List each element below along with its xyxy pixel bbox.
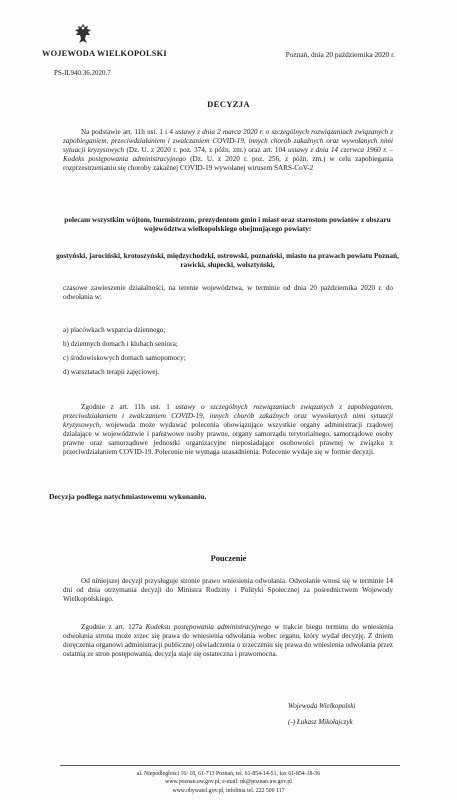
footer-web-2: www.obywatel.gov.pl, infolinia tel. 222 500 117 xyxy=(172,787,285,794)
districts-list: gostyński, jarociński, krotoszyński, międzychodzki, ostrowski, poznański, miasto na prawach powiatu Poznań, rawicki, słupecki, wolsztyński, xyxy=(56,251,399,270)
document-date: Poznań, dnia 20 października 2020 r. xyxy=(285,50,395,59)
signer-name: (-) Łukasz Mikołajczyk xyxy=(288,718,353,726)
order-paragraph: polecam wszystkim wójtom, burmistrzom, prezydentom gmin i miast oraz starostom powiatów z obszaru województwa wielkopolskiego obejmującego powiaty: xyxy=(64,215,391,234)
list-item: d) warsztatach terapii zajęciowej. xyxy=(63,368,160,377)
case-reference: PS-II.940.36.2020.7 xyxy=(54,69,111,77)
instruction-paragraph-2: Zgodnie z art. 127a Kodeksu postępowania administracyjnego w trakcie biegu terminu do wniesienia odwołania strona może zrzec się prawa do wniesienia odwołania wobec organu, który wydał decyzję. Z dniem doręczenia organowi administracji publicznej oświadczenia o zrzeczeniu się prawa do wniesienia odwołania przez ostatnią ze stron postępowania, decyzja staje się ostateczna i prawomocna. xyxy=(63,623,394,659)
instruction-title: Pouczenie xyxy=(210,554,247,563)
footer-divider xyxy=(60,765,400,766)
legal-basis-paragraph: Na podstawie art. 11h ust. 1 i 4 ustawy z dnia 2 marca 2020 r. o szczególnych rozwiązaniach związanych z zapobieganiem, przeciwdziałaniem i zwalczaniem COVID-19, innych chorób zakaźnych oraz wywołanych nimi sytuacji kryzysowych (Dz. U. z 2020 r. poz. 374, z późn. zm.) oraz art. 104 ustawy z dnia 14 czerwca 1960 r. – Kodeks postępowania administracyjnego (Dz. U. z 2020 r. poz. 256, z późn. zm.) w celu zapobiegania rozprzestrzenianiu się choroby zakaźnej COVID-19 wywołanej wirusem SARS-CoV-2 xyxy=(63,128,393,173)
footer-address: al. Niepodległości 16/ 18, 61-713 Poznań, tel. 61-854-14-51, fax 61-854-18-36 xyxy=(136,771,321,777)
suspension-paragraph: czasowe zawieszenie działalności, na terenie województwa, w terminie od dnia 20 października 2020 r. do odwołania w: xyxy=(63,284,393,302)
signer-title: Wojewoda Wielkopolski xyxy=(288,702,356,710)
footer xyxy=(0,770,457,795)
list-item: c) środowiskowych domach samopomocy; xyxy=(63,354,186,363)
justification-paragraph: Zgodnie z art. 11h ust. 1 ustawy o szczególnych rozwiązaniach związanych z zapobieganiem, przeciwdziałaniem i zwalczaniem COVID-19, innych chorób zakaźnych oraz wywołanych nimi sytuacji kryzysowych, wojewoda może wydawać polecenia obowiązujące wszystkie organy administracji rządowej działające w województwie i państwowe osoby prawne, organy samorządu terytorialnego, samorządowe osoby prawne oraz samorządowe jednostki organizacyjne nieposiadające osobowości prawnej w związku z przeciwdziałaniem COVID-19. Polecenie nie wymaga uzasadnienia. Polecenie wydaje się w formie decyzji. xyxy=(63,403,393,457)
footer-web-email: www.poznan.uw.gov.pl, e-mail: nk@poznan.uw.gov.pl xyxy=(165,779,292,786)
list-item: b) dziennych domach i klubach seniora; xyxy=(63,340,178,349)
issuing-authority: WOJEWODA WIELKOPOLSKI xyxy=(42,49,167,58)
enforceability-note: Decyzja podlega natychmiastowemu wykonaniu. xyxy=(49,492,207,501)
instruction-paragraph-1: Od niniejszej decyzji przysługuje stronie prawo wniesienia odwołania. Odwołanie wnosi się w terminie 14 dni od dnia otrzymania decyzji do Ministra Rodziny i Polityki Społecznej za pośrednictwem Wojewody Wielkopolskiego. xyxy=(63,577,393,604)
document-title: DECYZJA xyxy=(207,99,250,109)
signature-block xyxy=(288,698,355,730)
eagle-emblem-icon xyxy=(72,22,94,46)
list-item: a) placówkach wsparcia dziennego; xyxy=(63,326,166,334)
facilities-list xyxy=(63,323,383,379)
